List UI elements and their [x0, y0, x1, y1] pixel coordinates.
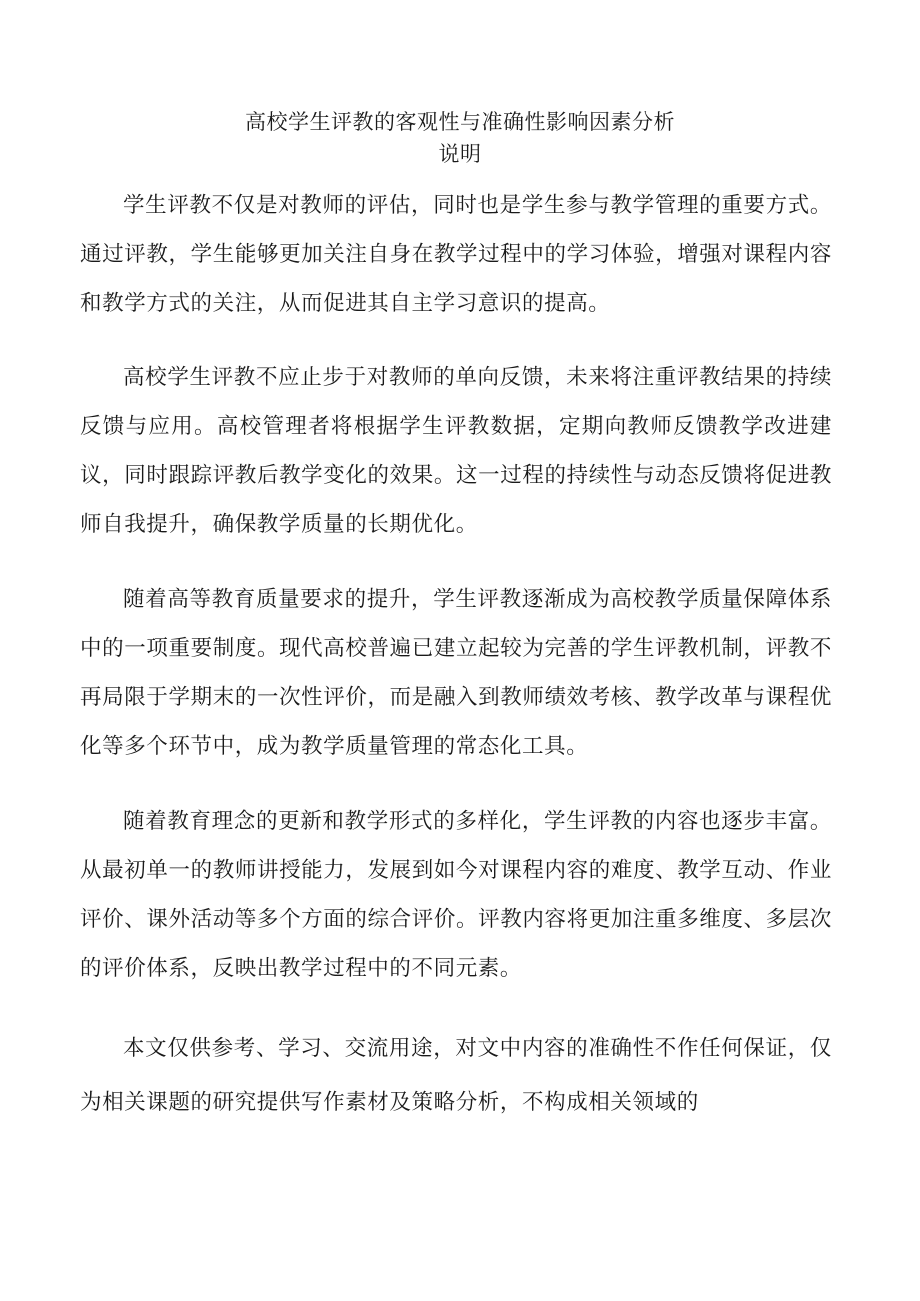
paragraph-5: 本文仅供参考、学习、交流用途，对文中内容的准确性不作任何保证，仅为相关课题的研究提供写作素材及策略分析，不构成相关领域的	[80, 1036, 832, 1115]
paragraph-1: 学生评教不仅是对教师的评估，同时也是学生参与教学管理的重要方式。通过评教，学生能够更加关注自身在教学过程中的学习体验，增强对课程内容和教学方式的关注，从而促进其自主学习意识的提高。	[80, 193, 832, 316]
paragraph-3: 随着高等教育质量要求的提升，学生评教逐渐成为高校教学质量保障体系中的一项重要制度。现代高校普遍已建立起较为完善的学生评教机制，评教不再局限于学期末的一次性评价，而是融入到教师绩效考核、教学改革与课程优化等多个环节中，成为教学质量管理的常态化工具。	[80, 587, 832, 759]
section-heading: 说明	[438, 142, 482, 166]
document-title: 高校学生评教的客观性与准确性影响因素分析	[245, 110, 675, 134]
paragraph-2: 高校学生评教不应止步于对教师的单向反馈，未来将注重评教结果的持续反馈与应用。高校管理者将根据学生评教数据，定期向教师反馈教学改进建议，同时跟踪评教后教学变化的效果。这一过程的持续性与动态反馈将促进教师自我提升，确保教学质量的长期优化。	[80, 365, 832, 537]
paragraph-4: 随着教育理念的更新和教学形式的多样化，学生评教的内容也逐步丰富。从最初单一的教师讲授能力，发展到如今对课程内容的难度、教学互动、作业评价、课外活动等多个方面的综合评价。评教内容将更加注重多维度、多层次的评价体系，反映出教学过程中的不同元素。	[80, 809, 832, 981]
